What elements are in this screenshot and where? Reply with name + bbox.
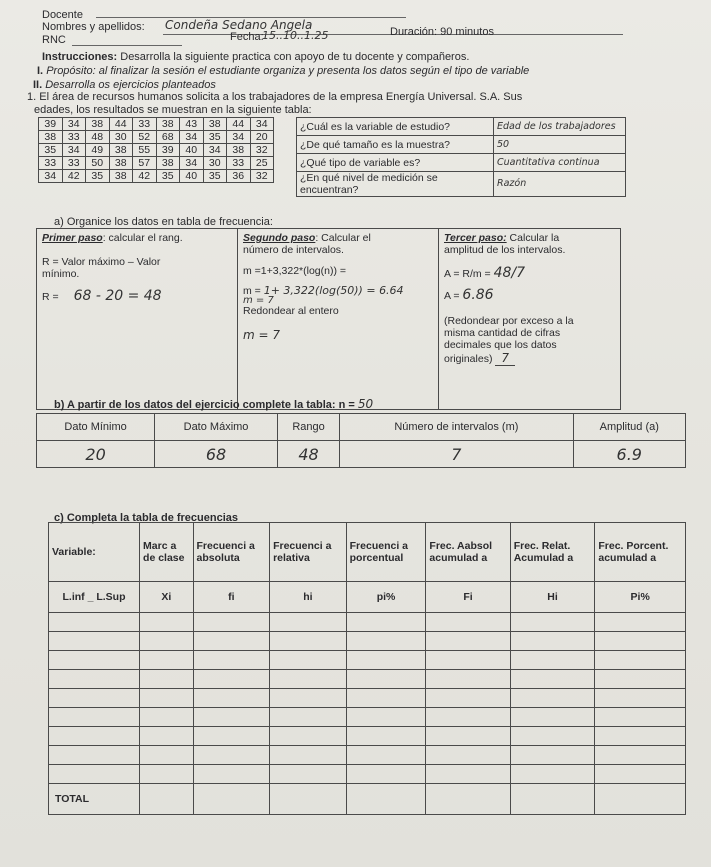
step-2-cell <box>238 229 439 410</box>
freq-cell[interactable] <box>595 632 686 651</box>
summary-header: Dato Mínimo <box>37 414 155 441</box>
freq-cell[interactable] <box>510 651 595 670</box>
freq-cell[interactable] <box>270 746 347 765</box>
age-cell: 33 <box>62 131 86 144</box>
age-cell: 20 <box>250 131 274 144</box>
freq-cell[interactable] <box>426 651 510 670</box>
step3-formula: A = R/m = <box>444 268 491 280</box>
freq-cell[interactable] <box>426 689 510 708</box>
age-cell: 34 <box>62 118 86 131</box>
age-cell: 33 <box>227 157 251 170</box>
freq-header: Frec. Aabsol acumulad a <box>426 523 510 582</box>
freq-cell[interactable] <box>270 632 347 651</box>
step1-title: Primer paso <box>42 232 103 244</box>
part-b-n-value: 50 <box>357 397 374 411</box>
freq-cell[interactable] <box>595 746 686 765</box>
rnc-label: RNC <box>42 34 66 46</box>
freq-cell[interactable] <box>595 727 686 746</box>
age-cell: 34 <box>39 170 63 183</box>
freq-cell[interactable] <box>426 613 510 632</box>
age-cell: 55 <box>133 144 157 157</box>
freq-cell[interactable] <box>346 670 426 689</box>
problem-line-1: 1. El área de recursos humanos solicita a los trabajadores de la empresa Energía Universal. S.A. Sus <box>27 91 523 103</box>
freq-cell[interactable] <box>346 689 426 708</box>
freq-total-cell[interactable] <box>426 784 510 815</box>
age-cell: 38 <box>156 157 180 170</box>
freq-row <box>49 613 686 632</box>
freq-cell[interactable] <box>426 632 510 651</box>
duracion-label: Duración: 90 minutos <box>390 26 494 38</box>
age-cell: 44 <box>227 118 251 131</box>
step2-rest: : Calcular el <box>315 232 371 244</box>
age-cell: 40 <box>180 144 204 157</box>
freq-sub-header: Hi <box>510 582 595 613</box>
freq-cell[interactable] <box>346 651 426 670</box>
freq-cell[interactable] <box>510 765 595 784</box>
nombres-value: Condeña Sedano Angela <box>165 18 313 32</box>
question-answer: Cuantitativa continua <box>494 154 626 172</box>
freq-total-label: TOTAL <box>49 784 140 815</box>
freq-cell[interactable] <box>140 765 193 784</box>
freq-cell[interactable] <box>140 613 193 632</box>
freq-sub-header: fi <box>193 582 270 613</box>
age-cell: 38 <box>109 170 133 183</box>
freq-row <box>49 670 686 689</box>
freq-cell[interactable] <box>193 708 270 727</box>
step3-note-1: (Redondear por exceso a la <box>444 315 574 327</box>
section2-heading <box>33 79 216 91</box>
ages-row <box>39 118 274 131</box>
freq-total-cell[interactable] <box>193 784 270 815</box>
step2-round: Redondear al entero <box>243 305 339 317</box>
freq-cell[interactable] <box>595 689 686 708</box>
age-cell: 38 <box>39 131 63 144</box>
summary-value: 7 <box>340 441 573 468</box>
question-text: ¿Qué tipo de variable es? <box>297 154 494 172</box>
question-answer: Edad de los trabajadores <box>494 118 626 136</box>
freq-cell[interactable] <box>510 727 595 746</box>
age-cell: 35 <box>86 170 110 183</box>
age-cell: 42 <box>133 170 157 183</box>
freq-cell[interactable] <box>346 765 426 784</box>
freq-cell[interactable] <box>510 613 595 632</box>
step3-final: 7 <box>495 351 515 366</box>
ages-row <box>39 157 274 170</box>
age-cell: 40 <box>180 170 204 183</box>
question-answer: Razón <box>494 172 626 197</box>
summary-header: Amplitud (a) <box>573 414 685 441</box>
summary-header: Dato Máximo <box>155 414 278 441</box>
age-cell: 34 <box>250 118 274 131</box>
question-text: ¿En qué nivel de medición se encuentran? <box>297 172 494 197</box>
question-text: ¿De qué tamaño es la muestra? <box>297 136 494 154</box>
ages-row <box>39 170 274 183</box>
step2-work-2: m = 7 <box>243 295 274 306</box>
step-3-cell <box>439 229 621 410</box>
summary-header: Rango <box>277 414 339 441</box>
freq-cell[interactable] <box>49 746 140 765</box>
freq-cell[interactable] <box>49 670 140 689</box>
freq-cell[interactable] <box>49 727 140 746</box>
step2-line-2: número de intervalos. <box>243 244 344 256</box>
summary-table <box>36 413 686 468</box>
question-text: ¿Cuál es la variable de estudio? <box>297 118 494 136</box>
freq-cell[interactable] <box>49 689 140 708</box>
freq-cell[interactable] <box>270 689 347 708</box>
section2-title: Desarrolla os ejercicios planteados <box>45 79 216 91</box>
freq-row <box>49 689 686 708</box>
freq-cell[interactable] <box>270 613 347 632</box>
question-answer: 50 <box>494 136 626 154</box>
freq-cell[interactable] <box>140 746 193 765</box>
summary-value: 6.9 <box>573 441 685 468</box>
age-cell: 32 <box>250 170 274 183</box>
freq-cell[interactable] <box>193 651 270 670</box>
age-cell: 38 <box>227 144 251 157</box>
age-cell: 44 <box>109 118 133 131</box>
age-cell: 49 <box>86 144 110 157</box>
step3-work-2: 6.86 <box>462 287 494 303</box>
freq-cell[interactable] <box>49 708 140 727</box>
freq-cell[interactable] <box>346 727 426 746</box>
freq-sub-header: Xi <box>140 582 193 613</box>
summary-value: 20 <box>37 441 155 468</box>
freq-sub-header: hi <box>270 582 347 613</box>
freq-cell[interactable] <box>510 632 595 651</box>
step3-title: Tercer paso: <box>444 232 507 244</box>
part-a-label: a) Organice los datos en tabla de frecuencia: <box>54 216 273 228</box>
freq-cell[interactable] <box>140 689 193 708</box>
age-cell: 50 <box>86 157 110 170</box>
freq-cell[interactable] <box>270 651 347 670</box>
freq-row <box>49 746 686 765</box>
freq-cell[interactable] <box>140 670 193 689</box>
summary-header: Número de intervalos (m) <box>340 414 573 441</box>
age-cell: 42 <box>62 170 86 183</box>
question-row <box>297 172 626 197</box>
freq-header: Frecuenci a absoluta <box>193 523 270 582</box>
step1-formula-1: R = Valor máximo – Valor <box>42 256 161 268</box>
rnc-line <box>72 44 182 46</box>
proposito-text: Propósito: al finalizar la sesión el estudiante organiza y presenta los datos según el tipo de variable <box>46 65 530 77</box>
age-cell: 35 <box>39 144 63 157</box>
freq-cell[interactable] <box>510 689 595 708</box>
summary-value: 48 <box>277 441 339 468</box>
freq-cell[interactable] <box>595 670 686 689</box>
instrucciones-text: Desarrolla la siguiente practica con apoyo de tu docente y compañeros. <box>120 51 470 63</box>
freq-row <box>49 708 686 727</box>
freq-sub-header: Pi% <box>595 582 686 613</box>
age-cell: 25 <box>250 157 274 170</box>
question-row <box>297 154 626 172</box>
freq-total-cell[interactable] <box>595 784 686 815</box>
age-cell: 38 <box>156 118 180 131</box>
freq-cell[interactable] <box>193 765 270 784</box>
age-cell: 35 <box>156 170 180 183</box>
age-cell: 38 <box>109 144 133 157</box>
freq-cell[interactable] <box>193 613 270 632</box>
problem-line-2: edades, los resultados se muestran en la siguiente tabla: <box>34 104 312 116</box>
step2-m-label: m = <box>243 285 261 297</box>
age-cell: 32 <box>250 144 274 157</box>
freq-cell[interactable] <box>595 708 686 727</box>
age-cell: 38 <box>203 118 227 131</box>
age-cell: 48 <box>86 131 110 144</box>
step2-final: m = 7 <box>243 328 281 342</box>
freq-row <box>49 651 686 670</box>
freq-total-cell[interactable] <box>140 784 193 815</box>
section2-num: II. <box>33 79 43 91</box>
step2-formula: m =1+3,322*(log(n)) = <box>243 265 347 277</box>
instrucciones-label: Instrucciones: <box>42 51 118 63</box>
freq-cell[interactable] <box>140 727 193 746</box>
part-b-text: b) A partir de los datos del ejercicio complete la tabla: n = <box>54 399 355 411</box>
freq-header: Frecuenci a relativa <box>270 523 347 582</box>
step1-work: 68 - 20 = 48 <box>73 288 162 304</box>
nombres-label: Nombres y apellidos: <box>42 21 145 33</box>
age-cell: 38 <box>109 157 133 170</box>
age-cell: 35 <box>203 131 227 144</box>
freq-cell[interactable] <box>426 746 510 765</box>
step2-title: Segundo paso <box>243 232 316 244</box>
freq-cell[interactable] <box>595 613 686 632</box>
freq-cell[interactable] <box>426 708 510 727</box>
freq-row <box>49 632 686 651</box>
age-cell: 34 <box>180 131 204 144</box>
questions-table <box>296 117 626 197</box>
freq-cell[interactable] <box>270 727 347 746</box>
freq-cell[interactable] <box>346 632 426 651</box>
step3-a-label: A = <box>444 290 460 302</box>
fecha-label: Fecha: <box>230 31 264 43</box>
step3-note-4: originales) <box>444 353 493 365</box>
summary-value: 68 <box>155 441 278 468</box>
question-row <box>297 118 626 136</box>
steps-table <box>36 228 621 410</box>
freq-cell[interactable] <box>426 670 510 689</box>
age-cell: 34 <box>62 144 86 157</box>
freq-sub-header: pi% <box>346 582 426 613</box>
part-c-label: c) Completa la tabla de frecuencias <box>54 512 239 524</box>
step3-note-2: misma cantidad de cifras <box>444 327 561 339</box>
freq-sub-row <box>49 582 686 613</box>
age-cell: 68 <box>156 131 180 144</box>
instrucciones <box>42 51 469 63</box>
step3-note-3: decimales que los datos <box>444 339 557 351</box>
freq-cell[interactable] <box>49 613 140 632</box>
freq-cell[interactable] <box>193 632 270 651</box>
age-cell: 39 <box>39 118 63 131</box>
step2-work: 1+ 3,322(log(50)) = 6.64 <box>263 284 404 297</box>
age-cell: 57 <box>133 157 157 170</box>
freq-cell[interactable] <box>193 689 270 708</box>
freq-cell[interactable] <box>193 670 270 689</box>
freq-cell[interactable] <box>193 746 270 765</box>
freq-cell[interactable] <box>270 670 347 689</box>
age-cell: 33 <box>133 118 157 131</box>
age-cell: 33 <box>39 157 63 170</box>
freq-header: Frecuenci a porcentual <box>346 523 426 582</box>
step1-rest: : calcular el rang. <box>102 232 183 244</box>
ages-data-table <box>38 117 274 183</box>
freq-total-cell[interactable] <box>510 784 595 815</box>
freq-cell[interactable] <box>510 708 595 727</box>
age-cell: 35 <box>203 170 227 183</box>
freq-row <box>49 765 686 784</box>
age-cell: 52 <box>133 131 157 144</box>
freq-total-row <box>49 784 686 815</box>
step1-formula-2: mínimo. <box>42 268 80 280</box>
step-1-cell <box>37 229 238 410</box>
freq-cell[interactable] <box>426 765 510 784</box>
freq-cell[interactable] <box>193 727 270 746</box>
ages-row <box>39 131 274 144</box>
age-cell: 30 <box>203 157 227 170</box>
freq-sub-header: Fi <box>426 582 510 613</box>
frequency-table <box>48 522 686 815</box>
freq-cell[interactable] <box>595 651 686 670</box>
age-cell: 38 <box>86 118 110 131</box>
freq-cell[interactable] <box>510 670 595 689</box>
freq-row <box>49 727 686 746</box>
freq-cell[interactable] <box>140 708 193 727</box>
freq-cell[interactable] <box>346 613 426 632</box>
freq-cell[interactable] <box>346 708 426 727</box>
part-b-label <box>54 397 373 411</box>
age-cell: 34 <box>203 144 227 157</box>
freq-total-cell[interactable] <box>270 784 347 815</box>
freq-header: Variable: <box>49 523 140 582</box>
freq-sub-header: L.inf _ L.Sup <box>49 582 140 613</box>
freq-cell[interactable] <box>595 765 686 784</box>
freq-cell[interactable] <box>49 765 140 784</box>
freq-cell[interactable] <box>270 765 347 784</box>
question-row <box>297 136 626 154</box>
freq-cell[interactable] <box>140 632 193 651</box>
freq-cell[interactable] <box>140 651 193 670</box>
docente-label: Docente <box>42 9 83 21</box>
ages-row <box>39 144 274 157</box>
freq-header: Frec. Porcent. acumulad a <box>595 523 686 582</box>
age-cell: 30 <box>109 131 133 144</box>
freq-cell[interactable] <box>49 632 140 651</box>
freq-cell[interactable] <box>346 746 426 765</box>
freq-header: Marc a de clase <box>140 523 193 582</box>
proposito <box>37 65 529 77</box>
step3-line-2: amplitud de los intervalos. <box>444 244 566 256</box>
proposito-num: I. <box>37 65 44 77</box>
freq-header: Frec. Relat. Acumulad a <box>510 523 595 582</box>
age-cell: 43 <box>180 118 204 131</box>
step3-rest: Calcular la <box>506 232 560 244</box>
age-cell: 34 <box>180 157 204 170</box>
step3-work: 48/7 <box>493 265 526 281</box>
freq-cell[interactable] <box>49 651 140 670</box>
freq-total-cell[interactable] <box>346 784 426 815</box>
freq-header-row <box>49 523 686 582</box>
freq-cell[interactable] <box>510 746 595 765</box>
age-cell: 34 <box>227 131 251 144</box>
age-cell: 33 <box>62 157 86 170</box>
freq-cell[interactable] <box>270 708 347 727</box>
step1-r-label: R = <box>42 291 59 303</box>
age-cell: 39 <box>156 144 180 157</box>
fecha-value: 15..10..1.25 <box>262 29 329 42</box>
age-cell: 36 <box>227 170 251 183</box>
freq-cell[interactable] <box>426 727 510 746</box>
